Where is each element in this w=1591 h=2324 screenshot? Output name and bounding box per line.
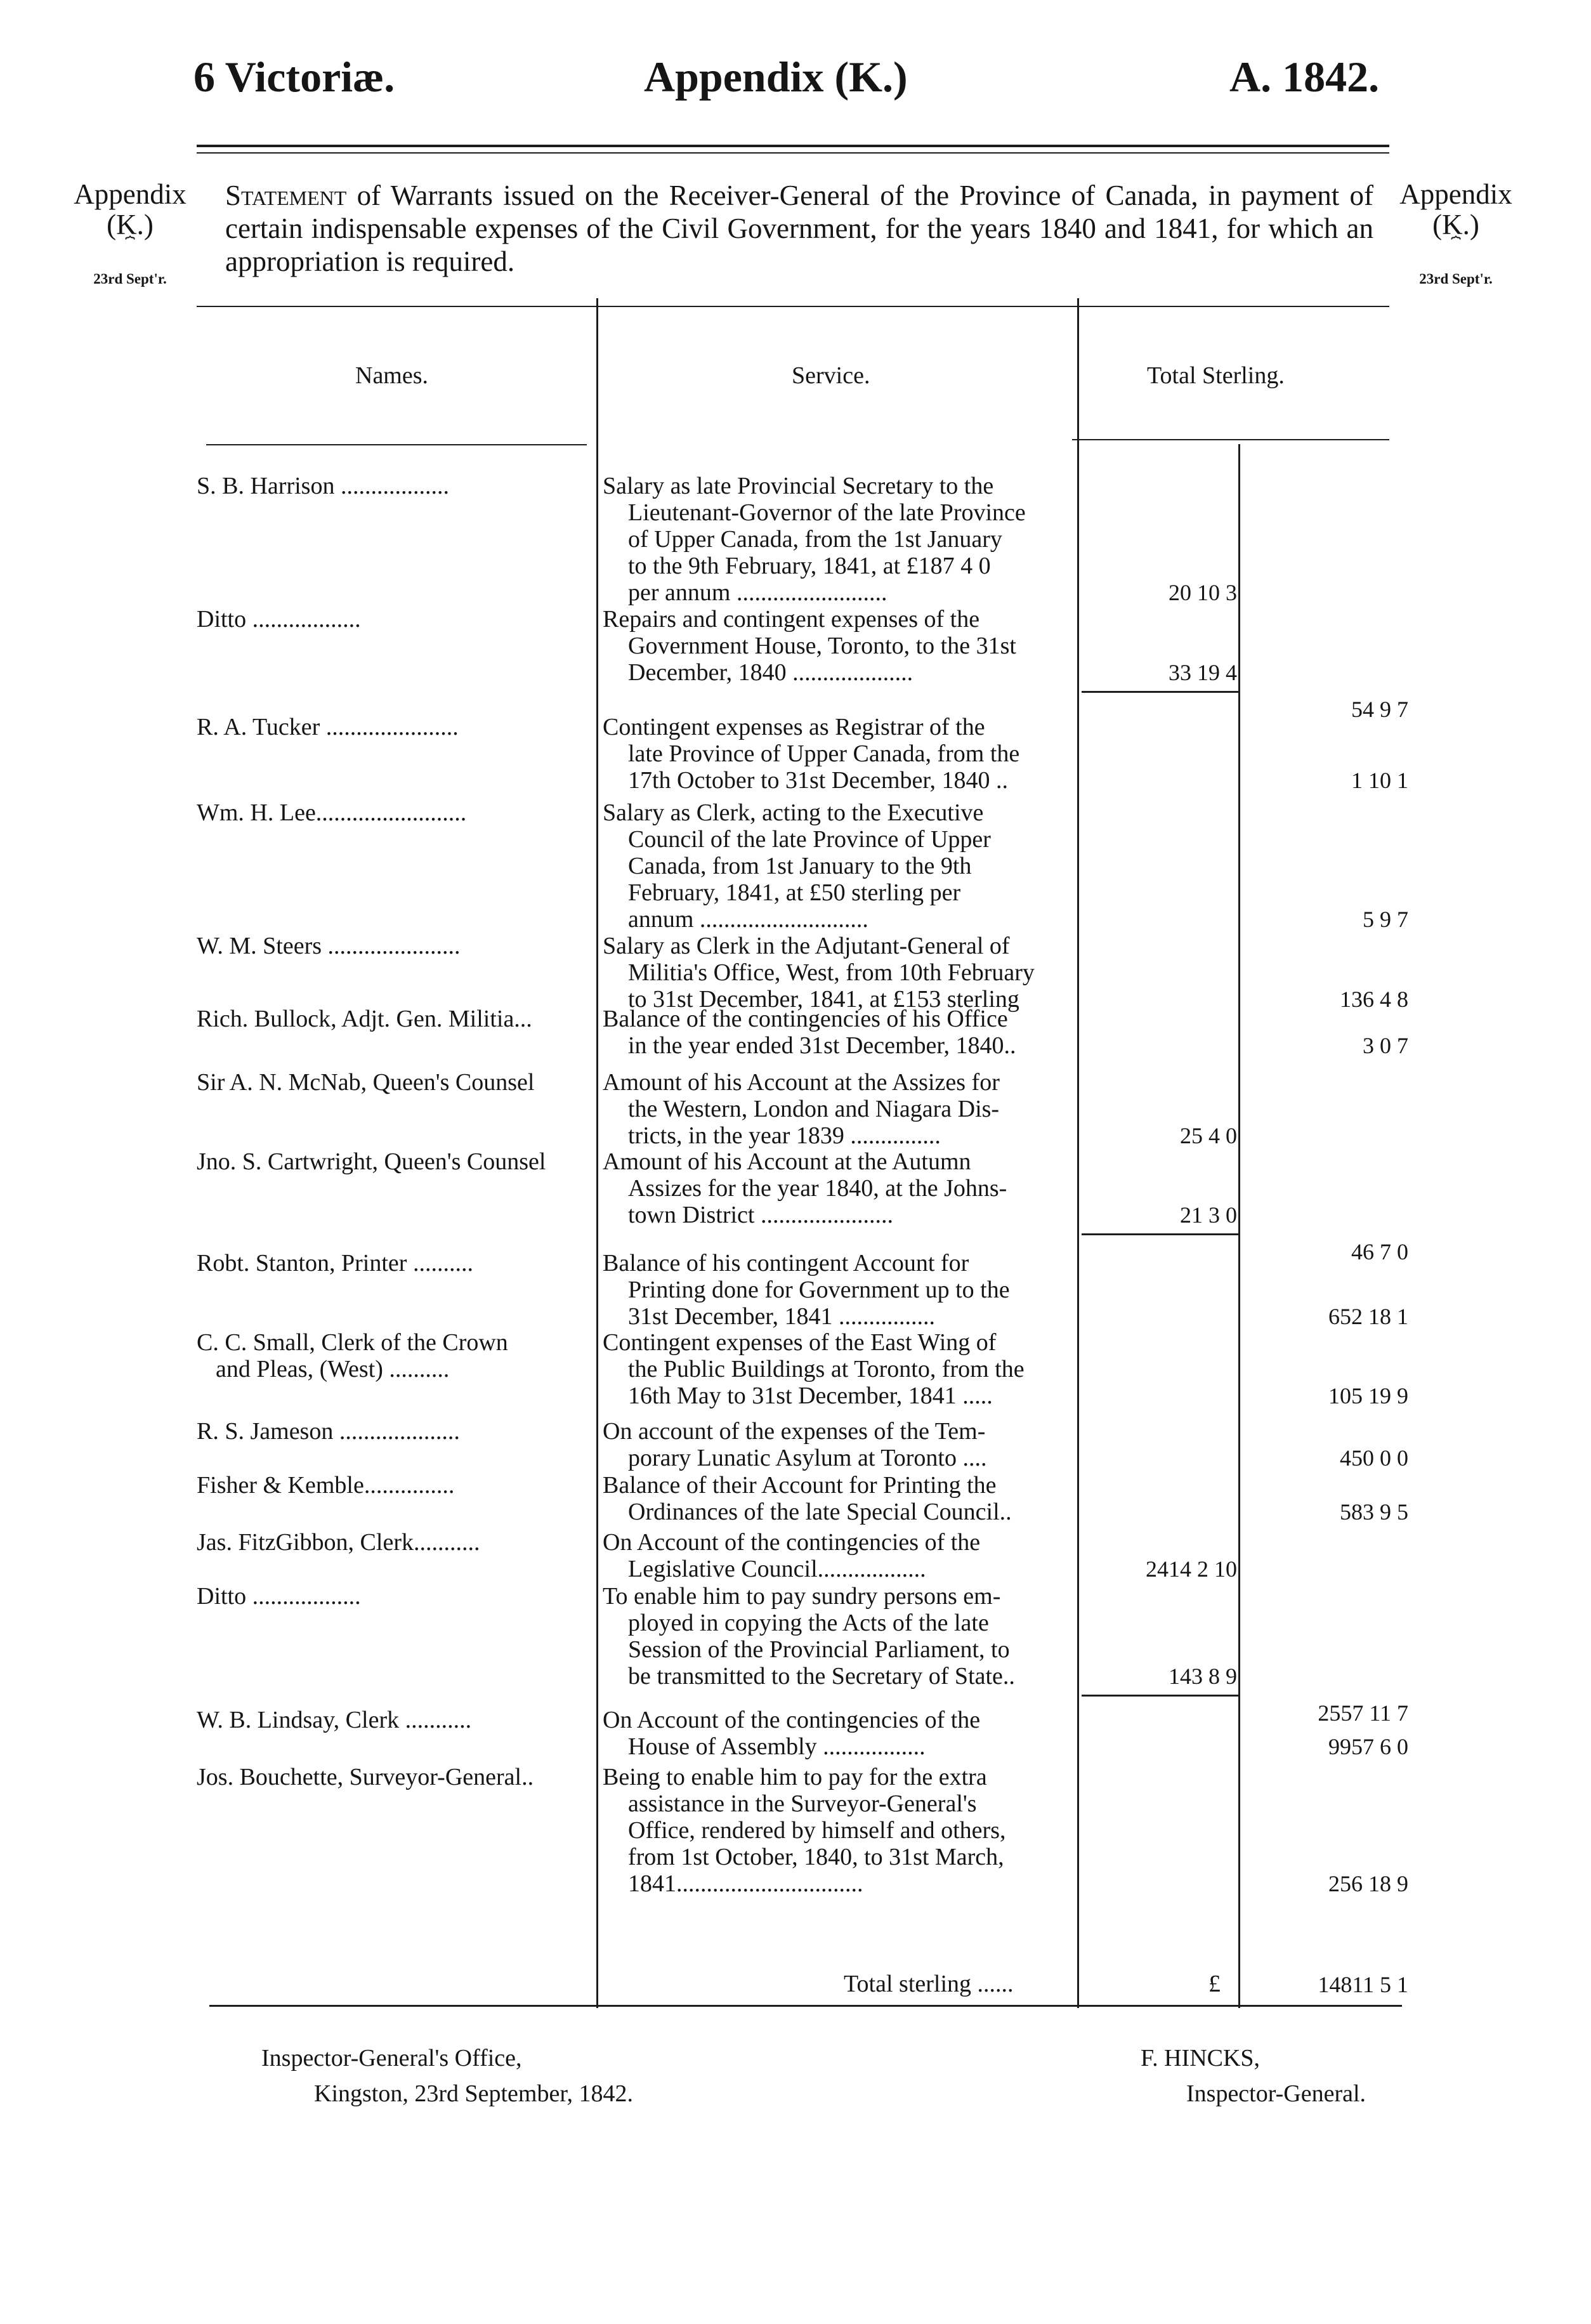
statement-title: [225, 179, 1373, 278]
row-service-line: porary Lunatic Asylum at Toronto ....: [628, 1445, 987, 1471]
row-subtotal: 20 10 3: [1169, 580, 1237, 605]
names-header-rule: [206, 444, 587, 445]
row-service-line: Salary as late Provincial Secretary to the: [603, 473, 994, 499]
row-service-line: from 1st October, 1840, to 31st March,: [628, 1844, 1004, 1870]
row-service-line: Ordinances of the late Special Council..: [628, 1499, 1012, 1525]
footer-office: Inspector-General's Office,: [261, 2045, 522, 2071]
footer-signer-title: Inspector-General.: [1186, 2080, 1366, 2107]
row-service-line: December, 1840 ....................: [628, 659, 913, 686]
row-name: Jas. FitzGibbon, Clerk...........: [197, 1529, 480, 1556]
row-service-line: annum ............................: [628, 906, 868, 933]
column-rule-total: [1238, 444, 1240, 2008]
row-service-line: Printing done for Government up to the: [628, 1277, 1010, 1303]
row-service-line: of Upper Canada, from the 1st January: [628, 526, 1002, 553]
row-service-line: Canada, from 1st January to the 9th: [628, 853, 972, 879]
row-name: S. B. Harrison ..................: [197, 473, 449, 499]
row-service-line: ployed in copying the Acts of the late: [628, 1610, 989, 1636]
row-service-line: assistance in the Surveyor-General's: [628, 1790, 977, 1817]
subtotal-rule: [1082, 1233, 1240, 1235]
row-service-line: Militia's Office, West, from 10th February: [628, 959, 1035, 986]
row-service-line: be transmitted to the Secretary of State..: [628, 1663, 1015, 1690]
row-total: 450 0 0: [1340, 1445, 1408, 1471]
row-service-line: 31st December, 1841 ................: [628, 1303, 935, 1330]
footer-place: Kingston, 23rd September, 1842.: [314, 2080, 633, 2107]
title-rule: [197, 306, 1389, 307]
row-total: 9957 6 0: [1328, 1734, 1408, 1759]
row-service-line: On account of the expenses of the Tem-: [603, 1418, 986, 1445]
row-service-line: Assizes for the year 1840, at the Johns-: [628, 1175, 1007, 1202]
row-name: Jno. S. Cartwright, Queen's Counsel: [197, 1148, 546, 1175]
row-name: C. C. Small, Clerk of the Crown: [197, 1329, 508, 1356]
row-service-line: 16th May to 31st December, 1841 .....: [628, 1382, 993, 1409]
column-rule-names: [596, 298, 598, 2008]
margin-date: 23rd Sept'r.: [93, 271, 167, 287]
brace-icon: ⏞: [1451, 236, 1461, 254]
running-header-center: Appendix (K.): [644, 53, 908, 101]
row-service-line: 17th October to 31st December, 1840 ..: [628, 767, 1008, 794]
margin-date: 23rd Sept'r.: [1419, 271, 1493, 287]
row-name: Fisher & Kemble...............: [197, 1472, 455, 1499]
title-lead: Statement: [225, 180, 347, 211]
row-total: 652 18 1: [1328, 1304, 1408, 1329]
row-service-line: Balance of the contingencies of his Office: [603, 1006, 1008, 1032]
row-service-line: Council of the late Province of Upper: [628, 826, 991, 853]
row-name-cont: and Pleas, (West) ..........: [216, 1356, 450, 1382]
brace-icon: ⏞: [125, 236, 135, 254]
row-service-line: Amount of his Account at the Assizes for: [603, 1069, 1000, 1096]
row-name: R. A. Tucker ......................: [197, 714, 459, 740]
row-subtotal: 2414 2 10: [1146, 1556, 1237, 1582]
running-header-left: 6 Victoriæ.: [193, 53, 395, 101]
row-total: 54 9 7: [1351, 697, 1408, 722]
row-total: 256 18 9: [1328, 1871, 1408, 1896]
running-header-right: A. 1842.: [1229, 53, 1380, 101]
row-service-line: per annum .........................: [628, 579, 887, 606]
margin-label: Appendix: [1399, 178, 1512, 210]
margin-label: Appendix: [74, 178, 187, 210]
row-subtotal: 143 8 9: [1169, 1664, 1237, 1689]
row-service-line: the Western, London and Niagara Dis-: [628, 1096, 1000, 1122]
row-service-line: Contingent expenses of the East Wing of: [603, 1329, 997, 1356]
row-name: Jos. Bouchette, Surveyor-General..: [197, 1764, 534, 1790]
row-service-line: town District ......................: [628, 1202, 893, 1228]
row-service-line: Government House, Toronto, to the 31st: [628, 633, 1016, 659]
subtotal-rule: [1082, 1695, 1240, 1697]
row-service-line: February, 1841, at £50 sterling per: [628, 879, 961, 906]
row-total: 136 4 8: [1340, 987, 1408, 1012]
row-service-line: Lieutenant-Governor of the late Province: [628, 499, 1026, 526]
col-header-names: Names.: [355, 362, 429, 389]
margin-sub: (K.): [1432, 209, 1479, 240]
footer-signer: F. HINCKS,: [1141, 2045, 1260, 2071]
row-service-line: Balance of his contingent Account for: [603, 1250, 969, 1277]
col-header-service: Service.: [792, 362, 870, 389]
row-total: 5 9 7: [1363, 907, 1408, 932]
row-service-line: Repairs and contingent expenses of the: [603, 606, 980, 633]
margin-note-left: [60, 179, 200, 294]
row-name: Wm. H. Lee.........................: [197, 799, 467, 826]
row-total: 46 7 0: [1351, 1239, 1408, 1264]
row-service-line: Legislative Council..................: [628, 1556, 926, 1582]
row-service-line: To enable him to pay sundry persons em-: [603, 1583, 1001, 1610]
row-service-line: to 31st December, 1841, at £153 sterling: [628, 986, 1019, 1013]
row-name: Ditto ..................: [197, 606, 361, 633]
total-label: Total sterling ......: [844, 1971, 1014, 1997]
header-rule-thin: [197, 152, 1389, 154]
row-service-line: Session of the Provincial Parliament, to: [628, 1636, 1010, 1663]
grand-total: 14811 5 1: [1318, 1972, 1408, 1997]
row-service-line: Amount of his Account at the Autumn: [603, 1148, 971, 1175]
row-name: W. B. Lindsay, Clerk ...........: [197, 1707, 472, 1733]
row-service-line: Being to enable him to pay for the extra: [603, 1764, 987, 1790]
row-service-line: Balance of their Account for Printing the: [603, 1472, 997, 1499]
row-service-line: Contingent expenses as Registrar of the: [603, 714, 985, 740]
row-service-line: Office, rendered by himself and others,: [628, 1817, 1006, 1844]
row-service-line: 1841...............................: [628, 1870, 863, 1897]
row-service-line: Salary as Clerk, acting to the Executive: [603, 799, 984, 826]
margin-sub: (K.): [107, 209, 154, 240]
row-total: 2557 11 7: [1318, 1700, 1408, 1726]
row-name: Robt. Stanton, Printer ..........: [197, 1250, 473, 1277]
row-total: 105 19 9: [1328, 1383, 1408, 1408]
col-header-total: Total Sterling.: [1147, 362, 1285, 389]
total-rule: [209, 2005, 1402, 2007]
row-service-line: to the 9th February, 1841, at £187 4 0: [628, 553, 991, 579]
row-name: Sir A. N. McNab, Queen's Counsel: [197, 1069, 535, 1096]
row-service-line: House of Assembly .................: [628, 1733, 926, 1760]
row-subtotal: 25 4 0: [1180, 1123, 1237, 1148]
row-subtotal: 33 19 4: [1169, 660, 1237, 685]
row-subtotal: 21 3 0: [1180, 1202, 1237, 1228]
row-total: 3 0 7: [1363, 1033, 1408, 1058]
subtotal-rule: [1082, 691, 1240, 693]
row-total: 583 9 5: [1340, 1499, 1408, 1525]
row-service-line: tricts, in the year 1839 ...............: [628, 1122, 941, 1149]
title-text: of Warrants issued on the Receiver-General of the Province of Canada, in payment of certain indispensable expenses of the Civil Government, for the years 1840 and 1841, for which an appropriation is required.: [225, 180, 1373, 277]
row-name: W. M. Steers ......................: [197, 933, 461, 959]
row-service-line: late Province of Upper Canada, from the: [628, 740, 1020, 767]
total-currency: £: [1208, 1971, 1221, 1997]
row-name: Rich. Bullock, Adjt. Gen. Militia...: [197, 1006, 532, 1032]
row-name: Ditto ..................: [197, 1583, 361, 1610]
row-name: R. S. Jameson ....................: [197, 1418, 460, 1445]
total-header-rule: [1072, 439, 1389, 440]
row-service-line: the Public Buildings at Toronto, from the: [628, 1356, 1025, 1382]
row-service-line: Salary as Clerk in the Adjutant-General of: [603, 933, 1010, 959]
row-total: 1 10 1: [1351, 768, 1408, 793]
margin-note-right: [1386, 179, 1526, 294]
row-service-line: in the year ended 31st December, 1840..: [628, 1032, 1016, 1059]
row-service-line: On Account of the contingencies of the: [603, 1529, 981, 1556]
row-service-line: On Account of the contingencies of the: [603, 1707, 981, 1733]
header-rule: [197, 145, 1389, 147]
